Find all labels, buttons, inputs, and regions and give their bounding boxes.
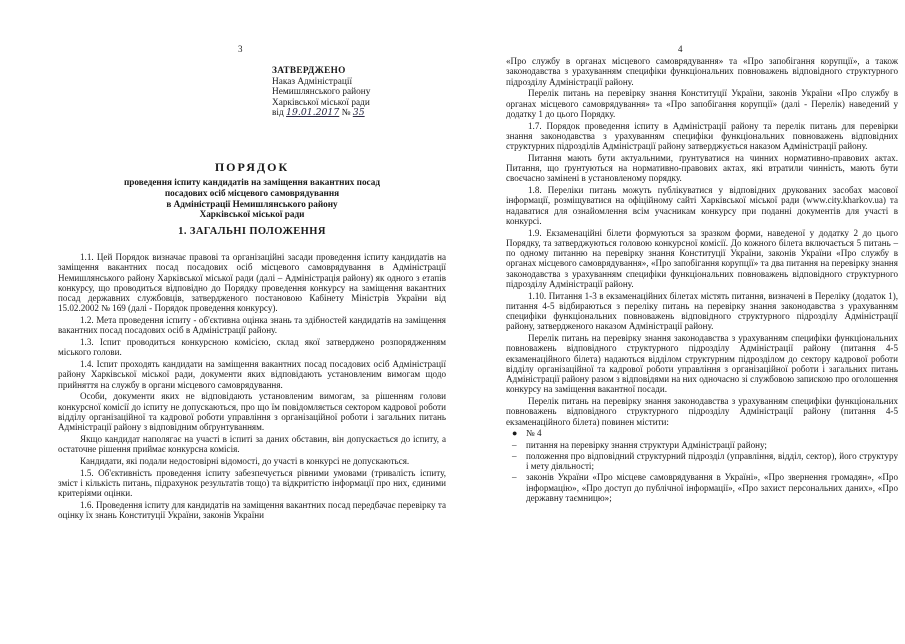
dash-marker: – <box>512 439 517 450</box>
left-page-body <box>58 252 446 522</box>
list-item <box>506 428 898 438</box>
dash-marker: – <box>512 450 517 461</box>
paragraph: 1.7. Порядок проведення іспиту в Адміністрації району та перелік питань для перевірки знання законодавства з урахуванням специфіки функціональних повноважень відповідних структурних підрозділів Адміністрації району затверджується наказом Адміністрації району. <box>506 120 898 151</box>
paragraph: 1.8. Переліки питань можуть публікуватися у відповідних друкованих засобах масової інформації, розміщуватися на офіційному сайті Харківської міської ради (www.city.kharkov.ua) та надаватися для ознайомлення всім учасникам конкурсу при поданні документів для участі в конкурсі. <box>506 185 898 226</box>
document-title-block <box>58 160 446 220</box>
approval-number: 35 <box>352 107 365 118</box>
paragraph: 1.1. Цей Порядок визначає правові та організаційні засади проведення іспиту кандидатів на заміщення вакантних посад посадових осіб місцевого самоврядування в Адміністрації Немишлянського району Харківської міської ради (далі – Адміністрація району) як одного з етапів конкурсу, що проводиться відповідно до Порядку проведення конкурсу на заміщення вакантних посад державних службовців, затвердженого постановою Кабінету Міністрів України від 15.02.2002 № 169 (далі - Порядок проведення конкурсу). <box>58 252 446 314</box>
paragraph: Перелік питань на перевірку знання Конституції України, законів України «Про службу в органах місцевого самоврядування» та «Про запобігання корупції» (далі - Перелік) наведений у додатку 1 до цього Порядку. <box>506 88 898 119</box>
document-subtitle-line: в Адміністрації Немишлянського району <box>166 198 338 209</box>
list-item <box>506 451 898 472</box>
paragraph: 1.5. Об'єктивність проведення іспиту забезпечується рівними умовами (тривалість іспиту, зміст і кількість питань, підрахунок результатів тощо) та відкритістю інформації про них, єдиними критеріями оцінки. <box>58 467 446 498</box>
right-page <box>452 0 905 644</box>
approval-line: Харківської міської ради <box>272 97 370 108</box>
paragraph: 1.4. Іспит проходять кандидати на заміщення вакантних посад посадових осіб Адміністрації району Харківської міської ради, документи яких відповідають установленим вимогам щодо прийняття на службу в органи місцевого самоврядування. <box>58 359 446 390</box>
paragraph: 1.9. Екзаменаційні білети формуються за зразком форми, наведеної у додатку 2 до цього Порядку, та затверджуються головою конкурсної комісії. До кожного білета включається 5 питань – по одному питанню на перевірку знання Конституції України, законів України «Про службу в органах місцевого самоврядування», «Про запобігання корупції» та два питання на перевірку знання законодавства з урахуванням специфіки функціональних повноважень відповідного структурного підрозділу Адміністрації району. <box>506 227 898 289</box>
paragraph: Перелік питань на перевірку знання законодавства з урахуванням специфіки функціональних повноважень відповідного структурного підрозділу Адміністрації району (питання 4-5 екзаменаційного білета) надаються відділом структурним підрозділом до сектору кадрової роботи відділу організаційної та кадрової роботи управління з організаційної роботи і загальних питань Адміністрації району разом з відповідями на них одночасно зі службовою запискою про оголошення конкурсу на заміщення вакантної посади. <box>506 333 898 395</box>
paragraph: 1.6. Проведення іспиту для кандидатів на заміщення вакантних посад передбачає перевірку та оцінку їх знань Конституції України, законів України <box>58 499 446 520</box>
paragraph: Перелік питань на перевірку знання законодавства з урахуванням специфіки функціональних повноважень відповідного структурного підрозділу Адміністрації району (питання 4-5 екзаменаційного білета) повинен містити: <box>506 396 898 427</box>
list-item <box>506 440 898 450</box>
paragraph: Кандидати, які подали недостовірні відомості, до участі в конкурсі не допускаються. <box>80 455 410 466</box>
bullet-marker: ● <box>512 428 518 439</box>
paragraph: Якщо кандидат наполягає на участі в іспиті за даних обставин, він допускається до іспиту, а остаточне рішення приймає конкурсна комісія. <box>58 433 446 454</box>
date-prefix: від <box>272 108 284 118</box>
document-title: ПОРЯДОК <box>214 160 290 174</box>
paragraph: 1.3. Іспит проводиться конкурсною комісією, склад якої затверджено розпорядженням міського голови. <box>58 337 446 358</box>
approval-line: Наказ Адміністрації <box>272 76 353 87</box>
paragraph: «Про службу в органах місцевого самоврядування» та «Про запобігання корупції», а також законодавства з урахуванням специфіки функціональних повноважень відповідного структурного підрозділу Адміністрації району. <box>506 56 898 87</box>
list-item-text: № 4 <box>526 428 542 439</box>
paragraph: Особи, документи яких не відповідають установленим вимогам, за рішенням голови конкурсної комісії до іспиту не допускаються, про що їм повідомляється сектором кадрової роботи відділу організаційної та кадрової роботи управління з організаційної роботи і загальних питань Адміністрації району з відповідним обґрунтуванням. <box>58 391 446 432</box>
approval-stamp <box>272 66 370 119</box>
dash-marker: – <box>512 472 517 483</box>
list-item-text: законів України «Про місцеве самоврядування в Україні», «Про звернення громадян», «Про інформацію», «Про доступ до публічної інформації», «Про захист персональних даних», «Про державну таємницю»; <box>526 472 898 503</box>
page-number: 4 <box>678 44 683 54</box>
paragraph: 1.2. Мета проведення іспиту - об'єктивна оцінка знань та здібностей кандидатів на заміщення вакантних посад посадових осіб в Адміністрації району. <box>58 315 446 336</box>
left-page <box>0 0 452 644</box>
right-page-body <box>506 56 898 504</box>
document-subtitle-line: посадових осіб місцевого самоврядування <box>164 187 340 198</box>
paragraph: 1.10. Питання 1-3 в екзаменаційних білетах містять питання, визначені в Переліку (додаток 1), питання 4-5 відбираються з переліку питань на перевірку знання законодавства з урахуванням специфіки функціональних повноважень відповідного структурного підрозділу Адміністрації району, затвердженого наказом Адміністрації району. <box>506 290 898 332</box>
list-item-text: питання на перевірку знання структури Адміністрації району; <box>526 439 767 450</box>
paragraph: Питання мають бути актуальними, ґрунтуватися на чинних нормативно-правових актах. Питання, що ґрунтуються на нормативно-правових актах, які втратили чинність, мають бути своєчасно замінені в установленому порядку. <box>506 152 898 184</box>
approval-date-line <box>272 108 370 119</box>
section-heading: 1. ЗАГАЛЬНІ ПОЛОЖЕННЯ <box>178 226 326 237</box>
document-subtitle-line: Харківської міської ради <box>199 209 305 220</box>
approval-date: 19.01.2017 <box>286 107 340 118</box>
document-subtitle-line: проведення іспиту кандидатів на заміщення вакантних посад <box>124 177 380 187</box>
approval-line: Немишлянського району <box>272 87 371 97</box>
approval-title: ЗАТВЕРДЖЕНО <box>272 66 346 76</box>
page-number: 3 <box>238 44 243 54</box>
number-prefix: № <box>341 108 351 118</box>
list-item-text: положення про відповідний структурний підрозділ (управління, відділ, сектор), його структуру і мету діяльності; <box>526 450 898 471</box>
list-item <box>506 472 898 503</box>
requirements-list <box>506 428 898 503</box>
